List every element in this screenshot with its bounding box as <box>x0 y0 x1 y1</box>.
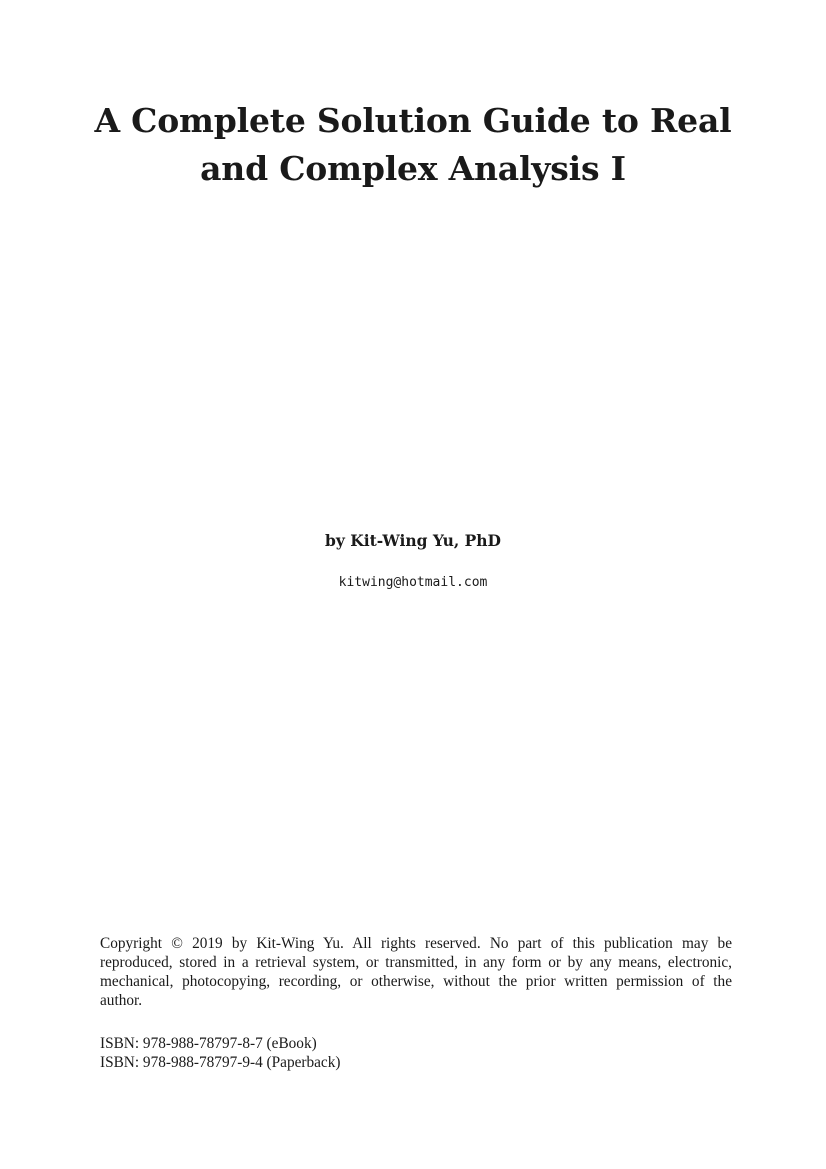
book-title-line-2: and Complex Analysis I <box>200 149 626 188</box>
author-email: kitwing@hotmail.com <box>338 575 488 590</box>
copyright-line-4: author. <box>100 992 143 1009</box>
isbn-paperback: ISBN: 978-988-78797-9-4 (Paperback) <box>100 1054 341 1071</box>
author-byline: by Kit-Wing Yu, PhD <box>324 531 502 550</box>
copyright-line-3: mechanical, photocopying, recording, or otherwise, without the prior written permission of the <box>100 973 732 990</box>
copyright-line-2: reproduced, stored in a retrieval system, or transmitted, in any form or by any means, electronic, <box>100 954 732 971</box>
isbn-block <box>100 1034 500 1072</box>
book-title <box>0 97 826 193</box>
book-title-line-1: A Complete Solution Guide to Real <box>94 101 732 140</box>
isbn-ebook: ISBN: 978-988-78797-8-7 (eBook) <box>100 1035 317 1052</box>
copyright-notice <box>100 934 732 1010</box>
copyright-line-1: Copyright © 2019 by Kit-Wing Yu. All rights reserved. No part of this publication may be <box>100 935 732 952</box>
